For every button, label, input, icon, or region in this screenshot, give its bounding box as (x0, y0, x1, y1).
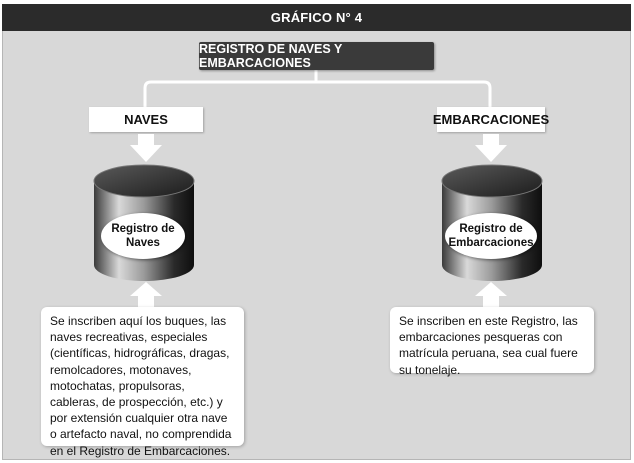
database-label-naves (101, 213, 185, 259)
naves-node (89, 107, 203, 132)
db-label-line1: Registro de (111, 223, 175, 235)
arrow-down-icon (130, 134, 162, 162)
naves-description-text: Se inscriben aquí los buques, las naves recreativas, especiales (científicas, hidrográficas, dragas, remolcadores, motonaves, motochatas, propulsoras, cableras, de prospección, etc.) y por extensión cualquier otra nave o artefacto naval, no comprendida en el Registro de Embarcaciones. (50, 314, 232, 458)
connector-right (316, 82, 490, 107)
db-label-line1: Registro de (459, 223, 523, 235)
root-node (199, 42, 434, 70)
embarcaciones-label: EMBARCACIONES (432, 112, 550, 127)
db-label-line2: Naves (126, 237, 160, 249)
db-label-line2: Embarcaciones (448, 237, 534, 249)
arrow-up-icon (475, 282, 507, 308)
arrow-up-icon (130, 282, 162, 308)
embarcaciones-description (390, 307, 594, 377)
connector-left (145, 70, 316, 107)
naves-description (41, 307, 244, 458)
embarcaciones-description-text: Se inscriben en este Registro, las embarcaciones pesqueras con matrícula peruana, sea cual fuere su tonelaje. (399, 314, 578, 377)
database-label-embarcaciones (445, 213, 537, 259)
embarcaciones-node (432, 107, 550, 132)
naves-label: NAVES (124, 112, 168, 127)
figure-title: GRÁFICO N° 4 (270, 10, 363, 25)
root-label: REGISTRO DE NAVES Y EMBARCACIONES (199, 42, 343, 70)
arrow-down-icon (475, 134, 507, 162)
